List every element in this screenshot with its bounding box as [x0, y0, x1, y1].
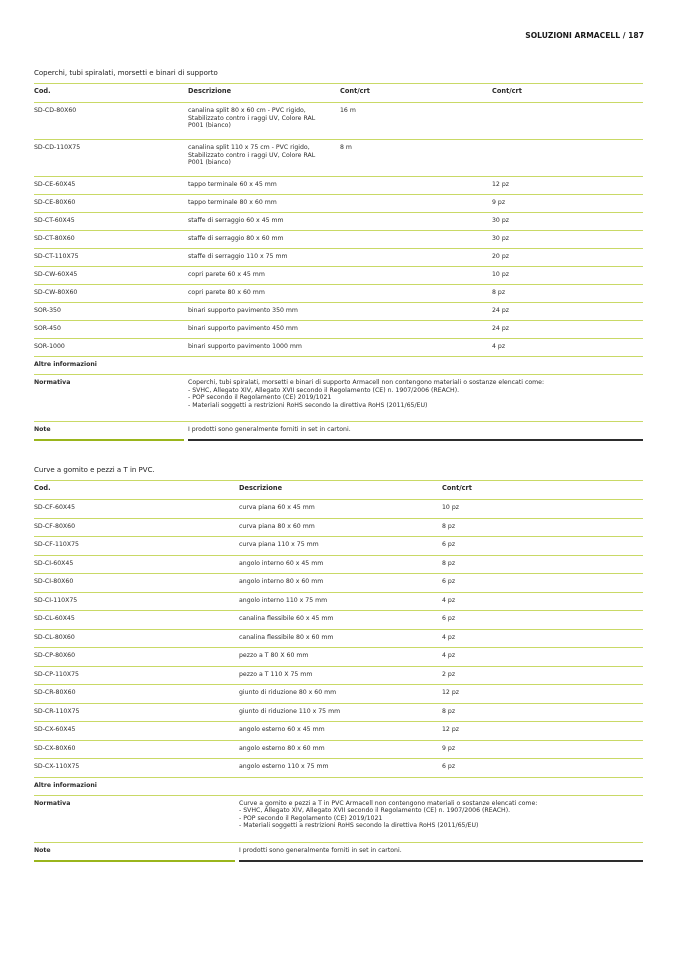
- cell-descrizione: [188, 271, 265, 279]
- note-accent-bar: [34, 860, 235, 862]
- cell-cod: SOR-350: [34, 307, 61, 314]
- cell-contcrt: 6 pz: [442, 541, 456, 548]
- cell-contcrt-2: 24 pz: [492, 325, 510, 332]
- cell-cod: SD-CT-80X60: [34, 235, 75, 242]
- table-header: [34, 481, 643, 500]
- note-dark-bar: [188, 439, 643, 441]
- cell-contcrt-2: 20 pz: [492, 253, 510, 260]
- col-contcrt: Cont/crt: [442, 484, 472, 492]
- normativa-line: - POP secondo il Regolamento (CE) 2019/1021: [188, 394, 332, 402]
- cell-cod: SOR-1000: [34, 343, 65, 350]
- cell-contcrt: 6 pz: [442, 578, 456, 585]
- normativa-line: Curve a gomito e pezzi a T in PVC Armacell non contengono materiali o sostanze elencati come:: [239, 799, 538, 807]
- cell-contcrt: 12 pz: [442, 726, 460, 733]
- cell-contcrt: 8 pz: [442, 707, 456, 715]
- altre-info-label: Altre informazioni: [34, 361, 97, 368]
- note-label: Note: [34, 846, 51, 854]
- table-row: [34, 213, 643, 231]
- cell-descrizione: canalina flessibile 60 x 45 mm: [239, 615, 334, 622]
- normativa-line: - POP secondo il Regolamento (CE) 2019/1021: [239, 814, 383, 822]
- note-label: Note: [34, 426, 51, 433]
- section-title: Coperchi, tubi spiralati, morsetti e binari di supporto: [34, 69, 218, 77]
- table-row: [34, 574, 643, 593]
- section-title: Curve a gomito e pezzi a T in PVC.: [34, 466, 155, 474]
- table-row: [34, 556, 643, 575]
- descrizione-line: staffe di serraggio 80 x 60 mm: [188, 235, 284, 242]
- cell-contcrt: 4 pz: [442, 633, 456, 641]
- descrizione-line: tappo terminale 60 x 45 mm: [188, 181, 277, 188]
- altre-info-row: [34, 357, 643, 375]
- cell-contcrt: 4 pz: [442, 652, 456, 659]
- normativa-line: - Materiali soggetti a restrizioni RoHS secondo la direttiva RoHS (2011/65/EU): [239, 822, 479, 830]
- cell-descrizione: giunto di riduzione 80 x 60 mm: [239, 689, 337, 696]
- section-coperchi: [34, 69, 643, 439]
- table-body: [34, 103, 643, 357]
- table-row: [34, 630, 643, 649]
- cell-contcrt-2: 8 pz: [492, 289, 506, 296]
- cell-descrizione: [188, 144, 315, 167]
- table-row: [34, 759, 643, 778]
- cell-descrizione: [188, 235, 284, 243]
- cell-cod: SOR-450: [34, 325, 61, 332]
- cell-cod: SD-CI-110X75: [34, 596, 78, 604]
- descrizione-line: staffe di serraggio 110 x 75 mm: [188, 253, 288, 260]
- normativa-line: - Materiali soggetti a restrizioni RoHS secondo la direttiva RoHS (2011/65/EU): [188, 401, 428, 409]
- page-header: SOLUZIONI ARMACELL / 187: [525, 31, 644, 40]
- cell-contcrt-1: 16 m: [340, 107, 356, 114]
- cell-descrizione: curva piana 80 x 60 mm: [239, 522, 315, 530]
- col-cod: Cod.: [34, 484, 51, 492]
- cell-descrizione: pezzo a T 110 X 75 mm: [239, 670, 313, 678]
- cell-descrizione: [188, 199, 277, 207]
- cell-cod: SD-CF-110X75: [34, 541, 79, 548]
- cell-contcrt-2: 4 pz: [492, 343, 506, 350]
- table-row: [34, 519, 643, 538]
- cell-cod: SD-CR-80X60: [34, 689, 76, 696]
- descrizione-line: P001 (bianco): [188, 122, 231, 130]
- cell-cod: SD-CE-80X60: [34, 199, 76, 206]
- cell-contcrt: 6 pz: [442, 615, 456, 622]
- cell-cod: SD-CX-110X75: [34, 763, 80, 770]
- descrizione-line: canalina split 80 x 60 cm - PVC rigido,: [188, 107, 306, 114]
- table-row: [34, 648, 643, 667]
- cell-descrizione: [188, 217, 284, 225]
- cell-contcrt: 4 pz: [442, 596, 456, 604]
- cell-cod: SD-CF-60X45: [34, 504, 76, 511]
- table-row: [34, 593, 643, 612]
- table-row: [34, 537, 643, 556]
- cell-descrizione: angolo interno 60 x 45 mm: [239, 559, 324, 567]
- normativa-text: [188, 379, 544, 409]
- note-accent-bar: [34, 439, 184, 441]
- note-text: I prodotti sono generalmente forniti in set in cartoni.: [188, 426, 351, 433]
- cell-cod: SD-CI-60X45: [34, 559, 74, 567]
- descrizione-line: Stabilizzato contro i raggi UV, Colore RAL: [188, 151, 316, 159]
- cell-descrizione: [188, 325, 298, 333]
- cell-cod: SD-CF-80X60: [34, 522, 76, 530]
- table-row: [34, 339, 643, 357]
- table-header: [34, 84, 643, 103]
- cell-descrizione: angolo interno 110 x 75 mm: [239, 596, 328, 604]
- descrizione-line: P001 (bianco): [188, 159, 231, 167]
- note-dark-bar: [239, 860, 643, 862]
- cell-contcrt: 8 pz: [442, 522, 456, 530]
- table-row: [34, 741, 643, 760]
- cell-contcrt: 10 pz: [442, 504, 460, 511]
- cell-descrizione: angolo esterno 60 x 45 mm: [239, 726, 325, 733]
- cell-contcrt-2: 9 pz: [492, 199, 506, 206]
- table-row: [34, 285, 643, 303]
- cell-contcrt-2: 24 pz: [492, 307, 510, 314]
- cell-contcrt-2: 12 pz: [492, 181, 510, 188]
- table-row: [34, 249, 643, 267]
- altre-info-row: [34, 778, 643, 796]
- cell-contcrt: 9 pz: [442, 744, 456, 752]
- cell-descrizione: angolo esterno 80 x 60 mm: [239, 744, 325, 752]
- cell-contcrt-2: 30 pz: [492, 217, 510, 224]
- cell-descrizione: pezzo a T 80 X 60 mm: [239, 652, 309, 659]
- note-row: [34, 843, 643, 860]
- cell-cod: SD-CT-60X45: [34, 217, 75, 224]
- descrizione-line: Stabilizzato contro i raggi UV, Colore RAL: [188, 114, 316, 122]
- table-row: [34, 195, 643, 213]
- table-body: [34, 500, 643, 778]
- descrizione-line: binari supporto pavimento 450 mm: [188, 325, 298, 332]
- cell-descrizione: curva piana 60 x 45 mm: [239, 504, 315, 511]
- normativa-row: [34, 796, 643, 843]
- cell-cod: SD-CP-80X60: [34, 652, 76, 659]
- table-row: [34, 685, 643, 704]
- cell-descrizione: [188, 253, 288, 261]
- table-row: [34, 103, 643, 140]
- table-row: [34, 321, 643, 339]
- note-text: I prodotti sono generalmente forniti in set in cartoni.: [239, 846, 402, 854]
- cell-descrizione: [188, 107, 315, 130]
- cell-contcrt-1: 8 m: [340, 144, 352, 151]
- descrizione-line: binari supporto pavimento 350 mm: [188, 307, 298, 314]
- col-contcrt-1: Cont/crt: [340, 87, 370, 95]
- cell-descrizione: [188, 289, 265, 297]
- normativa-label: Normativa: [34, 799, 71, 807]
- cell-descrizione: angolo esterno 110 x 75 mm: [239, 763, 329, 770]
- descrizione-line: copri parete 60 x 45 mm: [188, 271, 265, 278]
- cell-contcrt: 8 pz: [442, 559, 456, 567]
- table-row: [34, 704, 643, 723]
- cell-cod: SD-CD-80X60: [34, 107, 77, 114]
- cell-descrizione: curva piana 110 x 75 mm: [239, 541, 319, 548]
- note-row: [34, 422, 643, 439]
- normativa-line: - SVHC, Allegato XIV, Allegato XVII secondo il Regolamento (CE) n. 1907/2006 (REACH).: [188, 386, 460, 394]
- cell-cod: SD-CP-110X75: [34, 670, 79, 678]
- col-contcrt-2: Cont/crt: [492, 87, 522, 95]
- cell-descrizione: angolo interno 80 x 60 mm: [239, 578, 324, 585]
- cell-contcrt: 12 pz: [442, 689, 460, 696]
- table-row: [34, 303, 643, 321]
- table-row: [34, 140, 643, 177]
- table-row: [34, 500, 643, 519]
- normativa-line: Coperchi, tubi spiralati, morsetti e binari di supporto Armacell non contengono materiali o sostanze elencati come:: [188, 379, 545, 386]
- cell-descrizione: [188, 181, 277, 189]
- descrizione-line: binari supporto pavimento 1000 mm: [188, 343, 302, 350]
- normativa-text: [239, 800, 537, 830]
- cell-contcrt: 2 pz: [442, 670, 456, 678]
- table-row: [34, 667, 643, 686]
- cell-cod: SD-CE-60X45: [34, 181, 76, 188]
- cell-contcrt: 6 pz: [442, 763, 456, 770]
- cell-cod: SD-CW-80X60: [34, 289, 78, 296]
- cell-contcrt-2: 10 pz: [492, 271, 510, 278]
- descrizione-line: tappo terminale 80 x 60 mm: [188, 199, 277, 206]
- cell-descrizione: [188, 307, 298, 315]
- col-cod: Cod.: [34, 87, 51, 95]
- cell-cod: SD-CR-110X75: [34, 707, 80, 715]
- table-row: [34, 722, 643, 741]
- cell-descrizione: giunto di riduzione 110 x 75 mm: [239, 707, 341, 715]
- cell-cod: SD-CI-80X60: [34, 578, 74, 585]
- altre-info-label: Altre informazioni: [34, 781, 97, 789]
- cell-cod: SD-CL-60X45: [34, 615, 75, 622]
- col-descrizione: Descrizione: [239, 484, 283, 492]
- cell-cod: SD-CL-80X60: [34, 633, 75, 641]
- col-descrizione: Descrizione: [188, 87, 232, 95]
- cell-cod: SD-CW-60X45: [34, 271, 78, 278]
- table-row: [34, 611, 643, 630]
- descrizione-line: copri parete 80 x 60 mm: [188, 289, 265, 296]
- table-row: [34, 177, 643, 195]
- normativa-row: [34, 375, 643, 422]
- cell-cod: SD-CX-60X45: [34, 726, 76, 733]
- cell-descrizione: canalina flessibile 80 x 60 mm: [239, 633, 334, 641]
- table-row: [34, 231, 643, 249]
- cell-contcrt-2: 30 pz: [492, 235, 510, 242]
- normativa-label: Normativa: [34, 379, 71, 386]
- cell-cod: SD-CX-80X60: [34, 744, 76, 752]
- table-row: [34, 267, 643, 285]
- descrizione-line: staffe di serraggio 60 x 45 mm: [188, 217, 284, 224]
- cell-cod: SD-CT-110X75: [34, 253, 79, 260]
- normativa-line: - SVHC, Allegato XIV, Allegato XVII secondo il Regolamento (CE) n. 1907/2006 (REACH).: [239, 807, 511, 815]
- cell-cod: SD-CD-110X75: [34, 144, 81, 151]
- cell-descrizione: [188, 343, 302, 351]
- section-curve: [34, 466, 643, 860]
- descrizione-line: canalina split 110 x 75 cm - PVC rigido,: [188, 144, 310, 151]
